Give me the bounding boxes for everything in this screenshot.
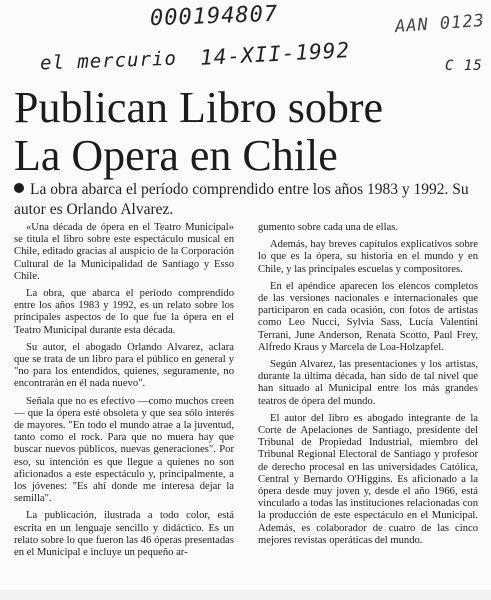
- archive-stamp: AAN 0123: [394, 10, 486, 38]
- paragraph: Señala que no es efectivo —como muchos creen— que la ópera esté obsoleta y que sea sólo interés de mayores. "En todo el mundo atrae a la juventud, tanto como el rock. Para que no muera hay que buscar nuevos públicos, nuevas generaciones". Por eso, su intención es que llegue a quienes no son aficionados a este espectáculo y, principalmente, a los jóvenes: "Es ahí donde me interesa dejar la semilla".: [14, 395, 234, 505]
- page-code: C 15: [445, 58, 483, 74]
- article-column-left: [14, 222, 234, 564]
- paragraph: Su autor, el abogado Orlando Alvarez, aclara que se trata de un libro para el público en general y "no para los entendidos, quienes, seguramente, no encontrarán en él nada nuevo".: [14, 341, 234, 390]
- paragraph: gumento sobre cada una de ellas.: [258, 222, 399, 233]
- paragraph: «Una década de ópera en el Teatro Municipal» se titula el libro sobre este espectáculo musical en Chile, editado gracias al auspicio de la Corporación Cultural de la Municipalidad de Santiago y Esso Chile.: [14, 222, 234, 282]
- article-column-right: [258, 222, 478, 552]
- subheadline-text: La obra abarca el período comprendido entre los años 1983 y 1992. Su autor es Orlando Alvarez.: [14, 181, 469, 218]
- archive-code: 000194807: [149, 1, 279, 32]
- publication-date: 14-XII-1992: [199, 38, 351, 70]
- paragraph: Según Alvarez, las presentaciones y los artistas, durante la última década, han sido de tal nivel que han situado al Municipal entre los más grandes teatros de ópera del mundo.: [258, 359, 478, 407]
- paragraph: En el apéndice aparecen los elencos completos de las versiones nacionales e internacionales que participaron en cada ocasión, con fotos de artistas como Leo Nucci, Sylvia Sass, Lucía Valentini Terrani, June Anderson, Renata Scotto, Paul Frey, Alfredo Kraus y Marcela de Loa-Holzapfel.: [258, 280, 478, 353]
- headline-line-1: Publican Libro sobre: [14, 83, 384, 132]
- page-edge: [0, 590, 491, 600]
- newspaper-name: el mercurio: [39, 47, 178, 75]
- headline: [14, 84, 484, 180]
- paragraph: El autor del libro es abogado integrante de la Corte de Apelaciones de Santiago, presidente del Tribunal de Propiedad Industrial, miembro del Tribunal Regional Electoral de Santiago y profesor de derecho procesal en las universidades Católica, Central y Bernardo O'Higgins. Es aficionado a la ópera desde muy joven y, desde el año 1966, está vinculado a todas las instituciones relacionadas con la producción de este espectáculo en el Municipal. Además, es colaborador de cuatro de las cinco mejores revistas operáticas del mundo.: [258, 412, 478, 546]
- bullet-icon: [14, 183, 24, 193]
- headline-line-2: La Opera en Chile: [14, 131, 338, 180]
- paragraph: La obra, que abarca el período comprendido entre los años 1983 y 1992, es un relato sobre los principales aspectos de lo que fue la ópera en el Teatro Municipal durante esta década.: [14, 288, 234, 336]
- paragraph: Además, hay breves capítulos explicativos sobre lo que es la ópera, su historia en el mundo y en Chile, y las principales escuelas y compositores.: [258, 239, 478, 275]
- paragraph: La publicación, ilustrada a todo color, está escrita en un lenguaje sencillo y didáctico. Es un relato sobre lo que fueron las 46 óperas presentadas en el Municipal e incluye un pequeño ar-: [14, 510, 234, 559]
- subheadline: [14, 180, 484, 220]
